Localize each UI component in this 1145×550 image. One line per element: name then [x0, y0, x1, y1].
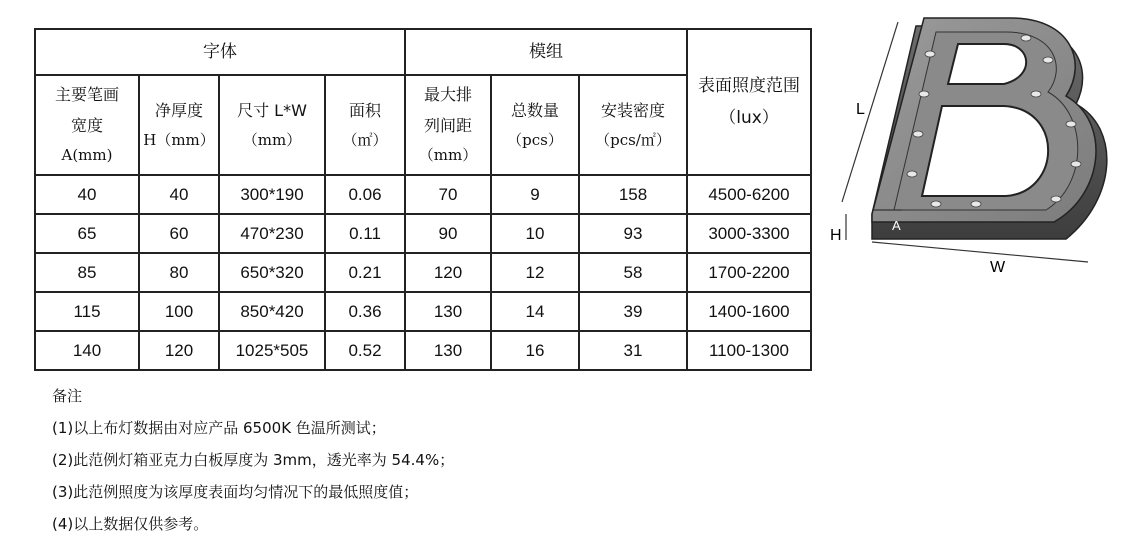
header-size	[219, 75, 325, 175]
table-cell: 93	[579, 214, 687, 253]
table-cell: 10	[491, 214, 579, 253]
table-cell: 1100-1300	[687, 331, 811, 370]
header-area-l1: 面积	[348, 100, 381, 120]
table-cell: 0.36	[325, 292, 405, 331]
note-3: (3)此范例照度为该厚度表面均匀情况下的最低照度值；	[52, 483, 419, 501]
upper-counter	[948, 44, 1026, 84]
table-cell: 39	[579, 292, 687, 331]
table-cell: 158	[579, 175, 687, 214]
header-illuminance	[687, 29, 811, 175]
note-1: (1)以上布灯数据由对应产品 6500K 色温所测试；	[52, 419, 386, 437]
header-density	[579, 75, 687, 175]
table-row	[35, 331, 811, 370]
notes	[52, 380, 454, 540]
table-cell: 4500-6200	[687, 175, 811, 214]
note-2: (2)此范例灯箱亚克力白板厚度为 3mm，透光率为 54.4%；	[52, 451, 455, 469]
table-cell: 140	[35, 331, 139, 370]
header-thickness	[139, 75, 219, 175]
header-max-spacing	[405, 75, 491, 175]
table-cell: 120	[405, 253, 491, 292]
table-cell: 130	[405, 331, 491, 370]
spec-table	[34, 28, 812, 371]
table-cell: 90	[405, 214, 491, 253]
label-w: W	[990, 259, 1006, 276]
table-cell: 14	[491, 292, 579, 331]
header-stroke-width	[35, 75, 139, 175]
header-stroke-width-unit: A(mm)	[61, 146, 113, 165]
table-cell: 58	[579, 253, 687, 292]
table-cell: 130	[405, 292, 491, 331]
table-cell: 31	[579, 331, 687, 370]
header-density-l1: 安装密度	[600, 100, 665, 120]
table-cell: 120	[139, 331, 219, 370]
header-max-spacing-unit: （mm）	[418, 146, 478, 165]
header-thickness-unit: H（mm）	[143, 130, 215, 149]
header-illuminance-label: 表面照度范围（lux）	[698, 75, 800, 128]
table-row	[35, 214, 811, 253]
label-h: H	[830, 227, 842, 244]
header-size-unit: （mm）	[242, 130, 302, 149]
table-cell: 40	[139, 175, 219, 214]
label-a: A	[892, 218, 901, 233]
table-cell: 0.52	[325, 331, 405, 370]
table-cell: 850*420	[219, 292, 325, 331]
header-font: 字体	[35, 29, 405, 75]
note-4: (4)以上数据仅供参考。	[52, 515, 209, 533]
header-thickness-l1: 净厚度	[154, 100, 203, 120]
table-cell: 0.11	[325, 214, 405, 253]
header-area-unit: （㎡）	[342, 130, 388, 149]
table-cell: 470*230	[219, 214, 325, 253]
table-cell: 3000-3300	[687, 214, 811, 253]
table-row	[35, 175, 811, 214]
table-cell: 0.21	[325, 253, 405, 292]
table-cell: 65	[35, 214, 139, 253]
table-cell: 9	[491, 175, 579, 214]
table-cell: 100	[139, 292, 219, 331]
table-row	[35, 253, 811, 292]
table-cell: 650*320	[219, 253, 325, 292]
header-max-spacing-l2: 列间距	[423, 115, 472, 135]
header-size-l1: 尺寸 L*W	[237, 100, 307, 120]
lower-counter	[922, 106, 1048, 196]
header-total-qty-unit: （pcs）	[507, 130, 563, 149]
table-cell: 60	[139, 214, 219, 253]
table-cell: 40	[35, 175, 139, 214]
table-cell: 80	[139, 253, 219, 292]
label-l: L	[856, 101, 865, 118]
header-stroke-width-l2: 宽度	[70, 115, 103, 135]
header-area	[325, 75, 405, 175]
notes-title: 备注	[52, 387, 83, 405]
header-total-qty-l1: 总数量	[510, 100, 559, 120]
table-cell: 16	[491, 331, 579, 370]
table-cell: 1025*505	[219, 331, 325, 370]
table-cell: 12	[491, 253, 579, 292]
header-module: 模组	[405, 29, 687, 75]
table-cell: 1700-2200	[687, 253, 811, 292]
table-cell: 0.06	[325, 175, 405, 214]
header-total-qty	[491, 75, 579, 175]
table-body	[35, 175, 811, 370]
table-cell: 1400-1600	[687, 292, 811, 331]
letter-b-diagram	[826, 14, 1116, 284]
table-cell: 300*190	[219, 175, 325, 214]
header-stroke-width-l1: 主要笔画	[54, 85, 119, 105]
table-cell: 85	[35, 253, 139, 292]
table-row	[35, 292, 811, 331]
table-cell: 70	[405, 175, 491, 214]
header-max-spacing-l1: 最大排	[423, 85, 472, 105]
header-density-unit: （pcs/㎡）	[595, 130, 671, 149]
table-cell: 115	[35, 292, 139, 331]
